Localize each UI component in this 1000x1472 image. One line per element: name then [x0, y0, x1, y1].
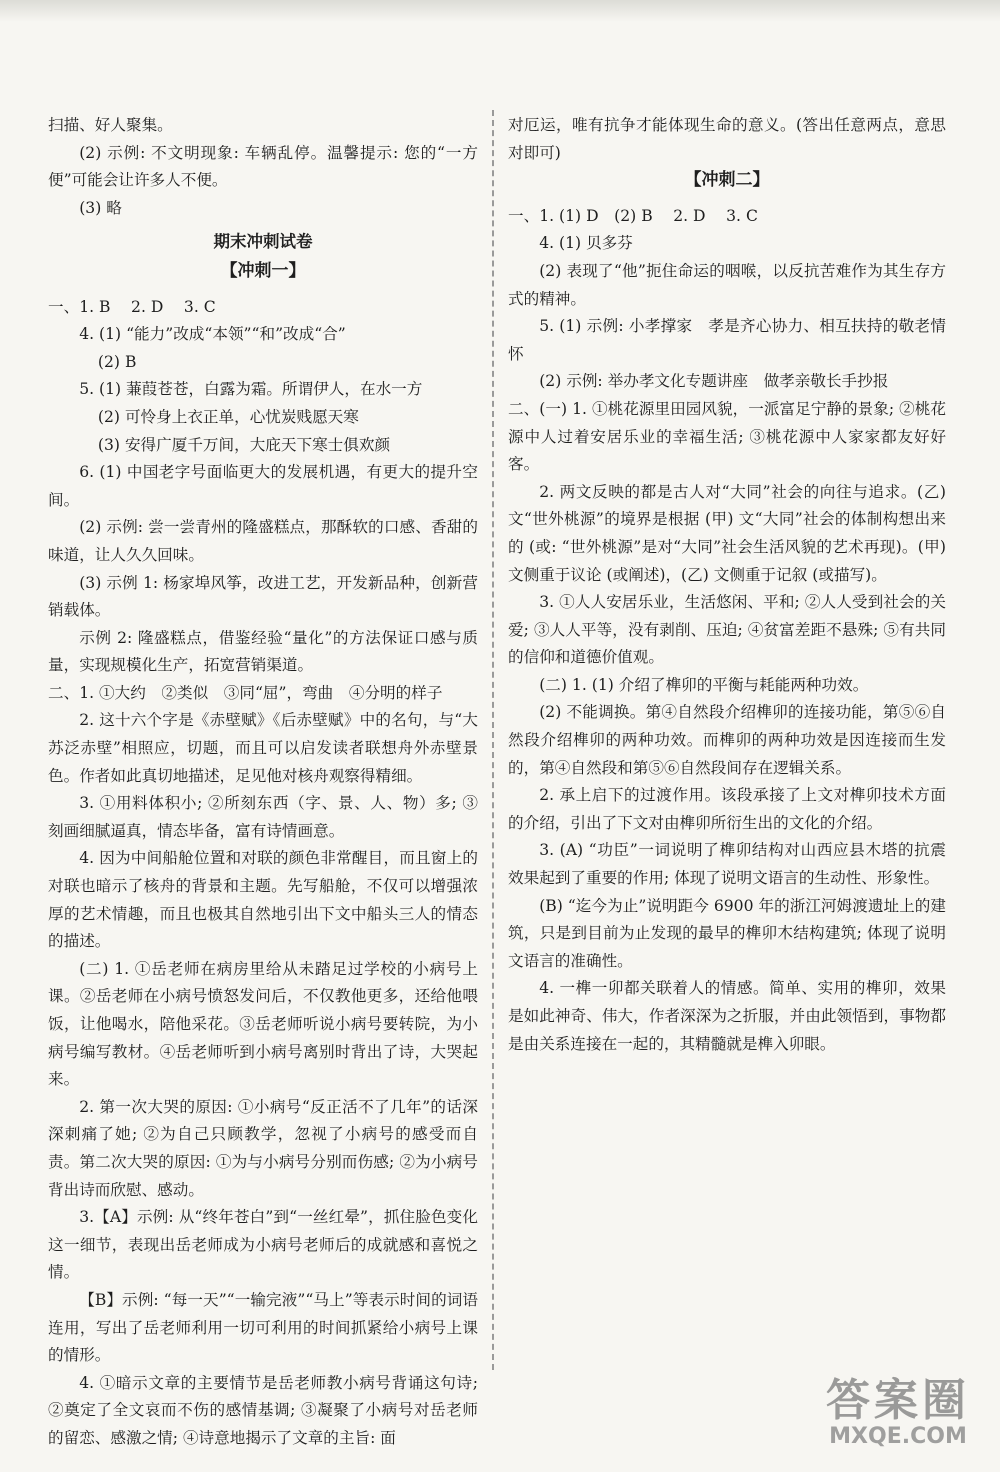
answer-paragraph: 4. (1) 贝多芬 [539, 234, 633, 253]
section-heading: 【冲刺二】 [684, 170, 770, 191]
watermark-text: 答案圈 [826, 1375, 970, 1426]
answer-paragraph: (2) 示例: 举办孝文化专题讲座 做孝亲敬长手抄报 [539, 372, 889, 391]
watermark-url: MXQE.COM [829, 1424, 967, 1449]
answer-paragraph: 扫描、好人聚集。 [48, 116, 173, 134]
answer-paragraph: (3) 示例 1: 杨家埠风筝，改进工艺，开发新品种，创新营销载体。 [48, 573, 478, 620]
answer-paragraph: (2) B [97, 352, 137, 371]
answer-paragraph: 4. (1) “能力”改成“本领”“和”改成“合” [79, 325, 346, 344]
answer-paragraph: 一、1. (1) D (2) B 2. D 3. C [508, 206, 758, 225]
answer-paragraph: 二、1. ①大约 ②类似 ③同“屈”，弯曲 ④分明的样子 [48, 683, 443, 702]
right-column [508, 112, 946, 1058]
answer-paragraph: 4. 因为中间船舱位置和对联的颜色非常醒目，而且窗上的对联也暗示了核舟的背景和主题。先写船舱，不仅可以增强浓厚的艺术情趣，而且也极其自然地引出下文中船头三人的情态的描述。 [48, 849, 478, 951]
column-divider [492, 110, 494, 1370]
answer-paragraph: 示例 2: 隆盛糕点，借鉴经验“量化”的方法保证口感与质量，实现规模化生产，拓宽营销渠道。 [48, 628, 478, 675]
answer-paragraph: 2. 第一次大哭的原因: ①小病号“反正活不了几年”的话深深刺痛了她; ②为自己只顾教学，忽视了小病号的感受而自责。第二次大哭的原因: ①为与小病号分别而伤感; ②为小病号背出诗而欣慰、感动。 [48, 1097, 478, 1199]
answer-paragraph: 二、(一) 1. ①桃花源里田园风貌，一派富足宁静的景象; ②桃花源中人过着安居乐业的幸福生活; ③桃花源中人家家都友好好客。 [508, 399, 946, 474]
answer-paragraph: 一、1. B 2. D 3. C [48, 297, 216, 316]
answer-paragraph: 3. ①用料体积小; ②所刻东西（字、景、人、物）多; ③刻画细腻逼真，情态毕备，富有诗情画意。 [48, 794, 478, 840]
left-column [48, 112, 478, 1453]
answer-paragraph: 对厄运，唯有抗争才能体现生命的意义。(答出任意两点，意思对即可) [508, 116, 946, 162]
answer-paragraph: 5. (1) 蒹葭苍苍，白露为霜。所谓伊人，在水一方 [79, 380, 423, 399]
answer-paragraph: (B) “迄今为止”说明距今 6900 年的浙江河姆渡遗址上的建筑，只是到目前为止发现的最早的榫卯木结构建筑; 体现了说明文语言的准确性。 [508, 896, 946, 970]
watermark-logo [808, 1364, 988, 1460]
answer-paragraph: 3. (A) “功臣”一词说明了榫卯结构对山西应县木塔的抗震效果起到了重要的作用; 体现了说明文语言的生动性、形象性。 [508, 841, 946, 888]
answer-paragraph: 2. 两文反映的都是古人对“大同”社会的向往与追求。(乙) 文“世外桃源”的境界是根据 (甲) 文“大同”社会的体制构想出来的 (或: “世外桃源”是对“大同”社会生活风貌的艺术再现)。(甲) 文侧重于议论 (或阐述)，(乙) 文侧重于记叙 (或描写)。 [508, 482, 946, 584]
answer-paragraph: 6. (1) 中国老字号面临更大的发展机遇，有更大的提升空间。 [48, 463, 478, 509]
answer-paragraph: 5. (1) 示例: 小孝撑家 孝是齐心协力、相互扶持的敬老情怀 [508, 317, 946, 363]
answer-paragraph: (3) 略 [79, 198, 122, 217]
answer-paragraph: 2. 这十六个字是《赤壁赋》《后赤壁赋》中的名句，与“大苏泛赤壁”相照应，切题，而且可以启发读者联想舟外赤壁景色。作者如此真切地描述，足见他对核舟观察得精细。 [48, 711, 478, 785]
answer-paragraph: (2) 示例: 尝一尝青州的隆盛糕点，那酥软的口感、香甜的味道，让人久久回味。 [48, 518, 478, 564]
answer-paragraph: (2) 可怜身上衣正单，心忧炭贱愿天寒 [97, 407, 359, 426]
answer-paragraph: 4. 一榫一卯都关联着人的情感。简单、实用的榫卯，效果是如此神奇、伟大，作者深深为之折服，并由此领悟到，事物都是由关系连接在一起的，其精髓就是榫入卯眼。 [508, 979, 946, 1053]
answer-paragraph: 2. 承上启下的过渡作用。该段承接了上文对榫卯技术方面的介绍，引出了下文对由榫卯所衍生出的文化的介绍。 [508, 786, 946, 832]
answer-paragraph: 3. ①人人安居乐业，生活悠闲、平和; ②人人受到社会的关爱; ③人人平等，没有剥削、压迫; ④贫富差距不悬殊; ⑤有共同的信仰和道德价值观。 [508, 593, 946, 667]
scan-top-edge [0, 0, 1000, 22]
answer-paragraph: (2) 表现了“他”扼住命运的咽喉，以反抗苦难作为其生存方式的精神。 [508, 261, 946, 308]
answer-paragraph: (2) 示例: 不文明现象: 车辆乱停。温馨提示: 您的“一方便”可能会让许多人不便。 [48, 143, 478, 190]
section-heading: 【冲刺一】 [220, 260, 306, 281]
answer-paragraph: (二) 1. ①岳老师在病房里给从未踏足过学校的小病号上课。②岳老师在小病号愤怒发问后，不仅教他更多，还给他喂饭，让他喝水，陪他采花。③岳老师听说小病号要转院，为小病号编写教材。④岳老师听到小病号离别时背出了诗，大哭起来。 [48, 959, 478, 1089]
answer-paragraph: 4. ①暗示文章的主要情节是岳老师教小病号背诵这句诗; ②奠定了全文哀而不伤的感情基调; ③凝聚了小病号对岳老师的留恋、感激之情; ④诗意地揭示了文章的主旨: 面 [48, 1373, 478, 1447]
answer-paragraph: 【B】示例: “每一天”“一输完液”“马上”等表示时间的词语连用，写出了岳老师利用一切可利用的时间抓紧给小病号上课的情形。 [48, 1290, 478, 1365]
answer-paragraph: (二) 1. (1) 介绍了榫卯的平衡与耗能两种功效。 [539, 675, 869, 694]
answer-paragraph: (3) 安得广厦千万间，大庇天下寒士俱欢颜 [97, 435, 391, 454]
answer-paragraph: 3.【A】示例: 从“终年苍白”到“一丝红晕”，抓住脸色变化这一细节，表现出岳老师成为小病号老师后的成就感和喜悦之情。 [48, 1208, 478, 1282]
answer-paragraph: (2) 不能调换。第④自然段介绍榫卯的连接功能，第⑤⑥自然段介绍榫卯的两种功效。而榫卯的两种功效是因连接而生发的，第④自然段和第⑤⑥自然段间存在逻辑关系。 [508, 703, 946, 777]
section-heading: 期末冲刺试卷 [213, 232, 313, 252]
